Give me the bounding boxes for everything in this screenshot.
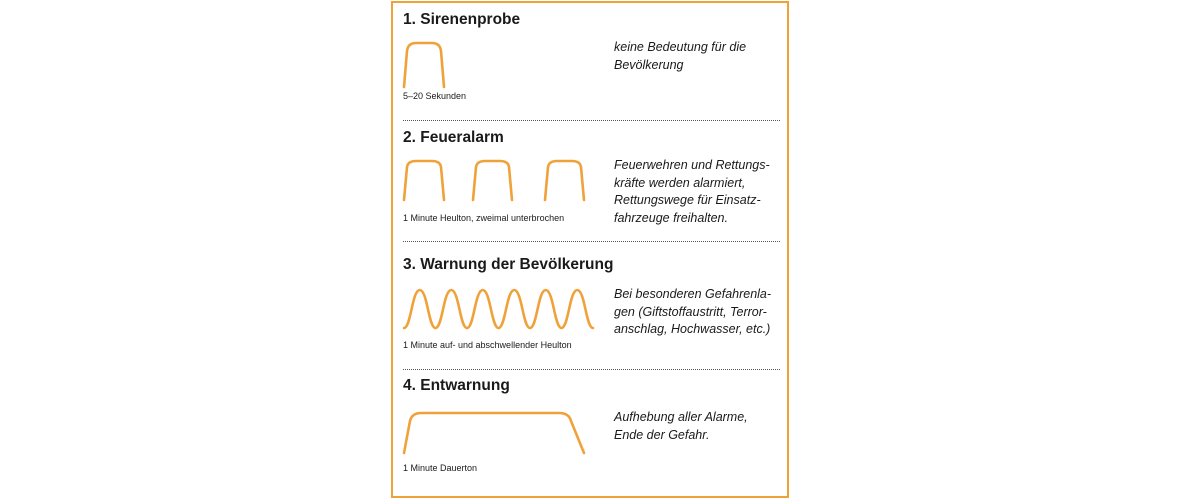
section-separator — [403, 120, 780, 121]
section-entwarnung — [393, 377, 787, 489]
section-sirenenprobe — [393, 11, 787, 117]
signal-pulse — [473, 161, 512, 200]
signal-description: Aufhebung aller Alarme, Ende der Gefahr. — [614, 410, 748, 442]
signal-description: Bei besonderen Gefahrenla- gen (Giftstoffaustritt, Terror- anschlag, Hochwasser, etc.) — [614, 287, 772, 336]
signal-pulse — [404, 413, 584, 453]
signal-wave — [404, 290, 593, 328]
siren-signals-panel — [391, 1, 789, 498]
signal-diagram-interrupted-tone — [393, 155, 603, 205]
signal-caption: 1 Minute auf- und abschwellender Heulton — [403, 340, 572, 350]
signal-pulse — [404, 161, 444, 200]
section-title: 1. Sirenenprobe — [403, 11, 521, 28]
signal-pulse — [404, 43, 444, 87]
signal-caption: 1 Minute Heulton, zweimal unterbrochen — [403, 213, 565, 223]
section-separator — [403, 241, 780, 242]
signal-pulse — [545, 161, 584, 200]
section-separator — [403, 369, 780, 370]
signal-description: keine Bedeutung für die Bevölkerung — [614, 40, 747, 72]
signal-description: Feuerwehren und Rettungs- kräfte werden alarmiert, Rettungswege für Einsatz- fahrzeuge freihalten. — [614, 158, 770, 225]
signal-caption: 1 Minute Dauerton — [403, 463, 478, 473]
signal-diagram-swelling-tone — [393, 284, 603, 334]
section-title: 2. Feueralarm — [403, 129, 504, 146]
section-title: 4. Entwarnung — [403, 377, 510, 394]
signal-diagram-short-tone — [393, 37, 603, 91]
section-title: 3. Warnung der Bevölkerung — [403, 256, 614, 273]
section-warnung — [393, 256, 787, 364]
signal-caption: 5–20 Sekunden — [403, 91, 467, 101]
signal-diagram-continuous-tone — [393, 405, 603, 457]
section-feueralarm — [393, 129, 787, 239]
